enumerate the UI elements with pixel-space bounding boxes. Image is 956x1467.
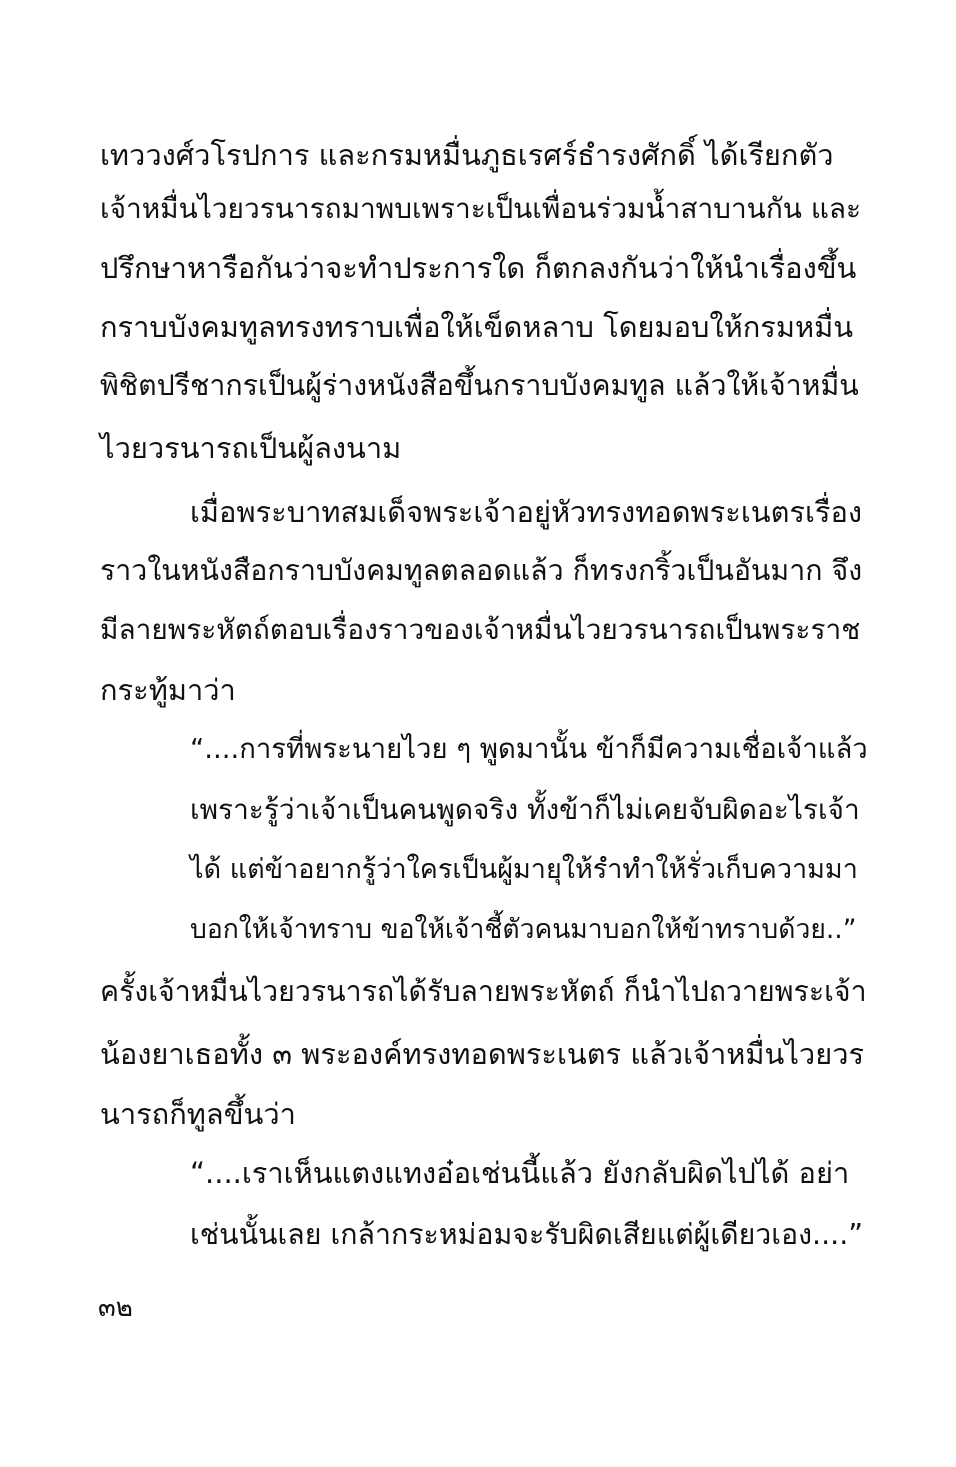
text-line: กระทู้มาว่า: [100, 673, 236, 707]
text-line: เมื่อพระบาทสมเด็จพระเจ้าอยู่หัวทรงทอดพระเนตรเรื่อง: [190, 495, 863, 529]
quote-line: บอกให้เจ้าทราบ ขอให้เจ้าชี้ตัวคนมาบอกให้ข้าทราบด้วย..”: [190, 914, 857, 945]
quote-line: “....การที่พระนายไวย ๆ พูดมานั้น ข้าก็มีความเชื่อเจ้าแล้ว: [190, 733, 868, 765]
quote-line: เช่นนั้นเลย เกล้ากระหม่อมจะรับผิดเสียแต่ผู้เดียวเอง....”: [190, 1218, 864, 1251]
text-line: เทววงศ์วโรปการ และกรมหมื่นภูธเรศร์ธำรงศักดิ์ ได้เรียกตัว: [100, 138, 834, 172]
text-line: ไวยวรนารถเป็นผู้ลงนาม: [100, 431, 402, 465]
quote-line: “....เราเห็นแตงแทงอ๋อเช่นนี้แล้ว ยังกลับผิดไปได้ อย่า: [190, 1156, 850, 1190]
text-line: นารถก็ทูลขึ้นว่า: [100, 1097, 296, 1131]
text-line: ปรึกษาหารือกันว่าจะทำประการใด ก็ตกลงกันว่าให้นำเรื่องขึ้น: [100, 251, 857, 285]
quote-line: ได้ แต่ข้าอยากรู้ว่าใครเป็นผู้มายุให้รำทำให้รั่วเก็บความมา: [190, 854, 858, 885]
quote-line: เพราะรู้ว่าเจ้าเป็นคนพูดจริง ทั้งข้าก็ไม่เคยจับผิดอะไรเจ้า: [190, 793, 860, 826]
page-number: ๓๒: [98, 1293, 133, 1323]
text-line: พิชิตปรีชากรเป็นผู้ร่างหนังสือขึ้นกราบบังคมทูล แล้วให้เจ้าหมื่น: [100, 369, 859, 402]
text-line: ราวในหนังสือกราบบังคมทูลตลอดแล้ว ก็ทรงกริ้วเป็นอันมาก จึง: [100, 554, 863, 587]
text-line: น้องยาเธอทั้ง ๓ พระองค์ทรงทอดพระเนตร แล้วเจ้าหมื่นไวยวร: [100, 1037, 865, 1071]
text-line: ครั้งเจ้าหมื่นไวยวรนารถได้รับลายพระหัตถ์ ก็นำไปถวายพระเจ้า: [100, 975, 867, 1008]
text-line: มีลายพระหัตถ์ตอบเรื่องราวของเจ้าหมื่นไวยวรนารถเป็นพระราช: [100, 613, 861, 646]
text-line: กราบบังคมทูลทรงทราบเพื่อให้เข็ดหลาบ โดยมอบให้กรมหมื่น: [100, 310, 854, 344]
text-line: เจ้าหมื่นไวยวรนารถมาพบเพราะเป็นเพื่อนร่วมน้ำสาบานกัน และ: [100, 192, 862, 225]
